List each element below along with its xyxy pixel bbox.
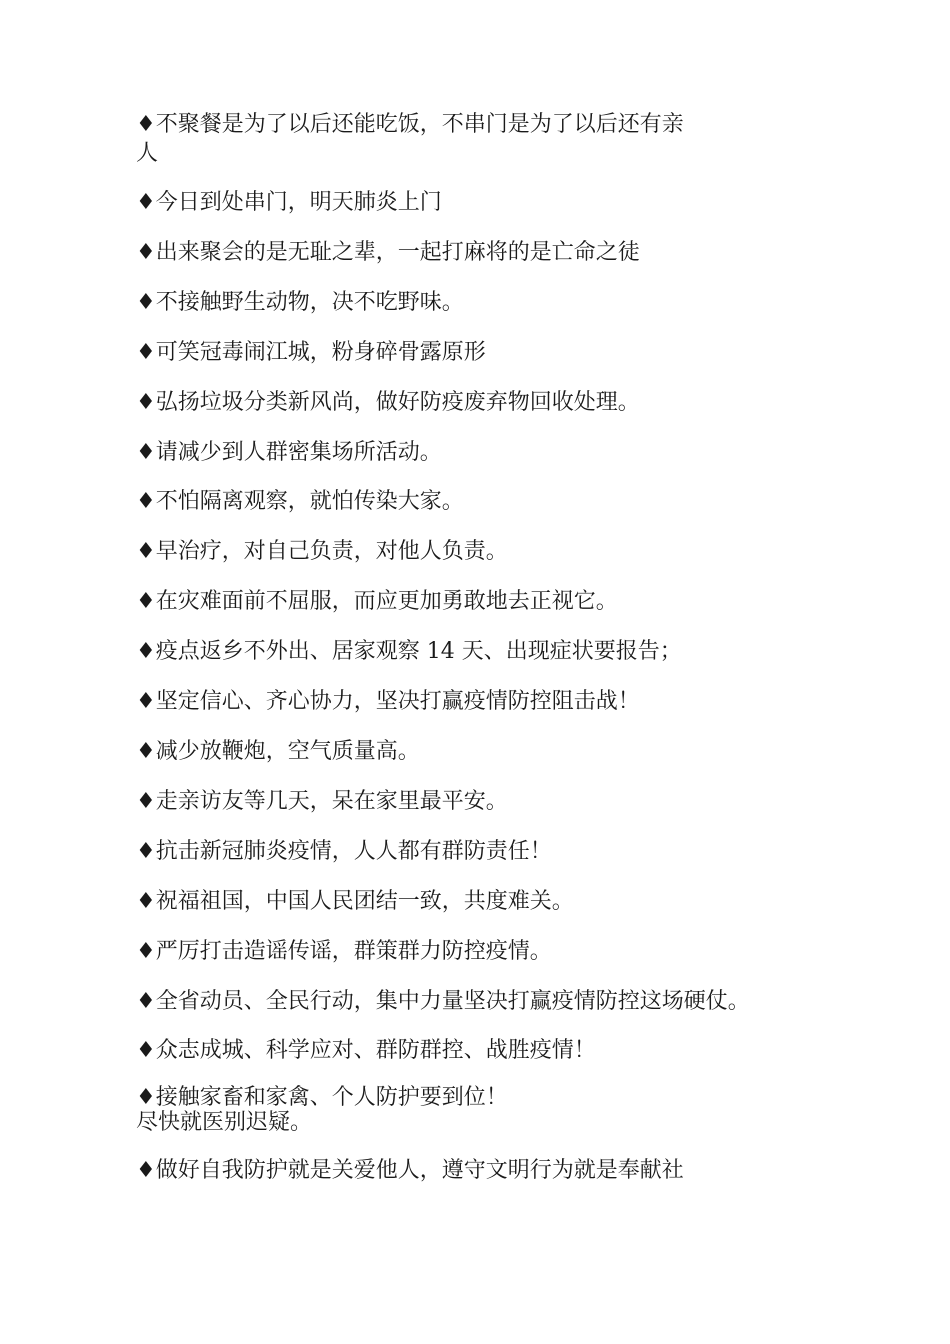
slogan-line: ♦严厉打击造谣传谣，群策群力防控疫情。 <box>136 938 552 964</box>
slogan-line: ♦出来聚会的是无耻之辈，一起打麻将的是亡命之徒 <box>136 239 640 265</box>
slogan-line: ♦坚定信心、齐心协力，坚决打赢疫情防控阻击战！ <box>136 689 640 715</box>
slogan-line: ♦不接触野生动物，决不吃野味。 <box>136 289 464 315</box>
slogan-line: ♦疫点返乡不外出、居家观察 14 天、出现症状要报告； <box>136 639 682 665</box>
slogan-line: ♦全省动员、全民行动，集中力量坚决打赢疫情防控这场硬仗。 <box>136 988 750 1014</box>
slogan-line: ♦在灾难面前不屈服，而应更加勇敢地去正视它。 <box>136 589 618 615</box>
slogan-line: ♦抗击新冠肺炎疫情，人人都有群防责任！ <box>136 838 552 864</box>
slogan-line: ♦请减少到人群密集场所活动。 <box>136 439 442 465</box>
slogan-line: ♦弘扬垃圾分类新风尚，做好防疫废弃物回收处理。 <box>136 389 640 415</box>
slogan-line: ♦做好自我防护就是关爱他人，遵守文明行为就是奉献社 <box>136 1158 684 1184</box>
slogan-line: ♦众志成城、科学应对、群防群控、战胜疫情！ <box>136 1038 596 1064</box>
slogan-line: ♦祝福祖国，中国人民团结一致，共度难关。 <box>136 888 574 914</box>
slogan-line: ♦不怕隔离观察，就怕传染大家。 <box>136 489 464 515</box>
slogan-list <box>136 102 836 1196</box>
slogan-line: ♦减少放鞭炮，空气质量高。 <box>136 738 420 764</box>
slogan-line: ♦今日到处串门，明天肺炎上门 <box>136 190 442 215</box>
slogan-line-continuation: 尽快就医别迟疑。 <box>136 1110 313 1136</box>
slogan-line: ♦走亲访友等几天，呆在家里最平安。 <box>136 788 508 814</box>
slogan-line-continuation: 人 <box>136 141 159 166</box>
slogan-line: ♦接触家畜和家禽、个人防护要到位！ <box>136 1085 508 1111</box>
slogan-line: ♦不聚餐是为了以后还能吃饭，不串门是为了以后还有亲 <box>136 112 684 137</box>
slogan-line: ♦可笑冠毒闹江城，粉身碎骨露原形 <box>136 339 486 365</box>
slogan-line: ♦早治疗，对自己负责，对他人负责。 <box>136 539 508 565</box>
